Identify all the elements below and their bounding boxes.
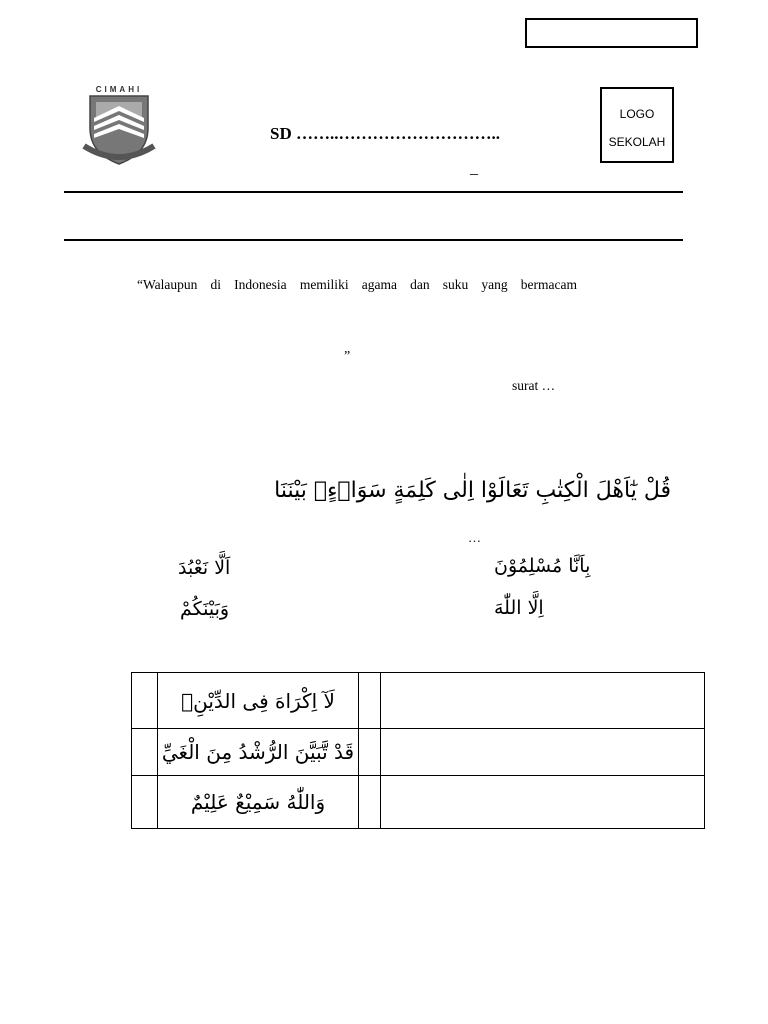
answer-option: وَبَيْنَكُمْ xyxy=(180,598,230,620)
closing-quote-mark: ” xyxy=(344,349,351,364)
exam-code-box xyxy=(525,18,698,48)
answer-option: اِلَّا اللّٰهَ xyxy=(494,597,544,619)
number-cell xyxy=(132,729,158,776)
header-rule-bottom xyxy=(64,239,683,241)
meaning-cell[interactable] xyxy=(381,729,705,776)
quran-verse: قُلْ يٰٓاَهْلَ الْكِتٰبِ تَعَالَوْا اِلٰى كَلِمَةٍ سَوَاۤءٍۢ بَيْنَنَا xyxy=(274,478,671,503)
answer-option: اَلَّا نَعْبُدَ xyxy=(178,557,231,579)
arabic-phrase-cell: قَدْ تَّبَيَّنَ الرُّشْدُ مِنَ الْغَيِّ xyxy=(158,729,359,776)
matching-table xyxy=(131,672,705,829)
answer-option: بِاَنَّا مُسْلِمُوْنَ xyxy=(494,555,591,577)
table-row xyxy=(132,776,705,829)
number-cell xyxy=(132,673,158,729)
school-logo-placeholder xyxy=(600,87,674,163)
answer-cell[interactable] xyxy=(359,776,381,829)
cimahi-crest-logo xyxy=(80,84,158,170)
table-row xyxy=(132,729,705,776)
logo-label: LOGO xyxy=(619,107,655,121)
surat-label: surat … xyxy=(512,378,556,393)
arabic-phrase-cell: لَآ اِكْرَاهَ فِى الدِّيْنِۗ xyxy=(158,673,359,729)
answer-cell[interactable] xyxy=(359,729,381,776)
crest-text: CIMAHI xyxy=(95,85,143,94)
answer-cell[interactable] xyxy=(359,673,381,729)
meaning-cell[interactable] xyxy=(381,776,705,829)
verse-ellipsis: … xyxy=(468,530,481,545)
arabic-phrase-cell: وَاللّٰهُ سَمِيْعٌ عَلِيْمٌ xyxy=(158,776,359,829)
header-rule-top xyxy=(64,191,683,193)
question-quote-text: “Walaupun di Indonesia memiliki agama dan suku yang bermacam xyxy=(137,277,577,292)
meaning-cell[interactable] xyxy=(381,673,705,729)
school-name: SD ……..……………………….. xyxy=(270,124,500,143)
table-row xyxy=(132,673,705,729)
sekolah-label: SEKOLAH xyxy=(608,135,666,149)
header-dash: _ xyxy=(470,160,478,177)
number-cell xyxy=(132,776,158,829)
